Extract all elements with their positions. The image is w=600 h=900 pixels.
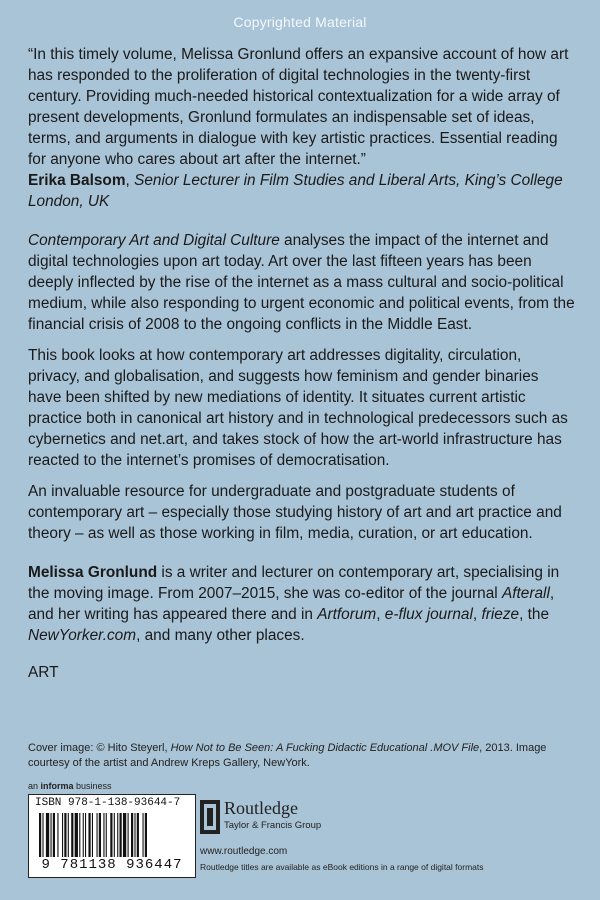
copyright-watermark: Copyrighted Material: [233, 14, 367, 30]
barcode-bar: [64, 813, 66, 861]
barcode-bar: [51, 813, 52, 861]
barcode-bar: [97, 813, 98, 861]
description-paragraph-3: An invaluable resource for undergraduate and postgraduate students of contemporary art – especially those studying history of art and art practice and theory – as well as those working in film, media, curation, or art education.: [28, 483, 562, 542]
bio-text: ,: [472, 606, 482, 623]
informa-text: an: [28, 781, 41, 791]
bio-text: , the: [519, 606, 550, 623]
bio-text: , and many other places.: [136, 627, 305, 644]
barcode-bar: [103, 813, 104, 861]
barcode-bar: [75, 813, 78, 861]
barcode-bar: [143, 813, 144, 861]
isbn-barcode: [28, 794, 196, 878]
subject-category: ART: [28, 664, 59, 681]
endorser-name: Erika Balsom: [28, 172, 126, 189]
informa-business-line: [28, 781, 112, 791]
barcode-bar: [42, 813, 43, 861]
description-text-1: analyses the impact of the internet and digital technologies upon art today. Art over the last fifteen years has been deeply inflected by the rise of the internet as a mass cultural and socio-political medium, while also responding to urgent economic and political events, from the financial crisis of 2008 to the ongoing conflicts in the Middle East.: [28, 232, 575, 333]
publisher-group: Taylor & Francis Group: [224, 820, 322, 831]
barcode-bar: [123, 813, 126, 861]
routledge-logo-icon: [200, 800, 220, 834]
bio-publication: frieze: [481, 606, 520, 623]
isbn-number: ISBN 978-1-138-93644-7: [35, 797, 181, 809]
barcode-bars: [39, 813, 189, 861]
book-title: Contemporary Art and Digital Culture: [28, 232, 280, 249]
informa-text: business: [73, 781, 112, 791]
bio-journal: Afterall: [501, 585, 550, 602]
credit-text: Cover image: © Hito Steyerl,: [28, 742, 171, 754]
barcode-bar: [120, 813, 122, 861]
barcode-bar: [110, 813, 112, 861]
bio-publication: e-flux journal: [384, 606, 473, 623]
barcode-bar: [117, 813, 118, 861]
publisher-name: Routledge: [224, 798, 298, 818]
author-bio: [28, 562, 576, 646]
barcode-bar: [85, 813, 86, 861]
barcode-bar: [88, 813, 90, 861]
barcode-bar: [128, 813, 129, 861]
artwork-title: How Not to Be Seen: A Fucking Didactic Educational .MOV File: [170, 742, 480, 754]
barcode-bar: [92, 813, 93, 861]
barcode-bar: [53, 813, 55, 861]
description-paragraph-1: [28, 230, 576, 335]
author-name: Melissa Gronlund: [28, 564, 158, 581]
credit-text: , 2013. Image courtesy of the artist and Andrew Kreps Gallery, NewYork.: [28, 742, 547, 769]
barcode-bar: [134, 813, 135, 861]
bio-text: ,: [376, 606, 385, 623]
bio-text: is a writer and lecturer on contemporary art, specialising in the moving image. From 2007–2015, she was co-editor of the journal: [28, 564, 560, 602]
barcode-bar: [46, 813, 49, 861]
barcode-bar: [145, 813, 147, 861]
barcode-bar: [106, 813, 107, 861]
barcode-bar: [79, 813, 80, 861]
barcode-bar: [83, 813, 84, 861]
barcode-bar: [39, 813, 41, 861]
endorsement-attribution: Erika Balsom, Senior Lecturer in Film Studies and Liberal Arts, King’s College London, UK: [28, 172, 563, 210]
barcode-bar: [57, 813, 58, 861]
endorsement-quote: “In this timely volume, Melissa Gronlund offers an expansive account of how art has responded to the proliferation of digital technologies in the twenty-first century. Providing much-needed historical contextualization for a wide array of present developments, Gronlund formulates an indispensable set of ideas, terms, and arguments in dialogue with key artistic practices. Essential reading for anyone who cares about art after the internet.”: [28, 46, 569, 168]
barcode-bar: [62, 813, 63, 861]
bio-publication: NewYorker.com: [28, 627, 137, 644]
informa-brand: informa: [40, 781, 74, 791]
barcode-bar: [114, 813, 115, 861]
barcode-bar: [99, 813, 101, 861]
publisher-url: www.routledge.com: [200, 846, 288, 857]
cover-image-credit: [28, 741, 568, 771]
ebook-availability-note: Routledge titles are available as eBook editions in a range of digital formats: [200, 862, 484, 872]
barcode-bar: [131, 813, 133, 861]
barcode-bar: [71, 813, 73, 861]
description-paragraph-2: This book looks at how contemporary art addresses digitality, circulation, privacy, and globalisation, and suggests how feminism and gender binaries have been shifted by new mediations of identity. It situates current artistic practice both in canonical art history and in technological predecessors such as cybernetics and net.art, and takes stock of how the art-world infrastructure has reacted to the internet’s promises of democratisation.: [28, 347, 568, 469]
bio-text: , and her writing has appeared there and in: [28, 585, 555, 623]
barcode-bar: [68, 813, 69, 861]
bio-publication: Artforum: [317, 606, 377, 623]
barcode-digits: 9 781138 936447: [29, 857, 195, 873]
back-cover-text: [28, 44, 576, 693]
endorser-title: Senior Lecturer in Film Studies and Liberal Arts, King’s College London, UK: [28, 172, 563, 210]
barcode-bar: [137, 813, 139, 861]
